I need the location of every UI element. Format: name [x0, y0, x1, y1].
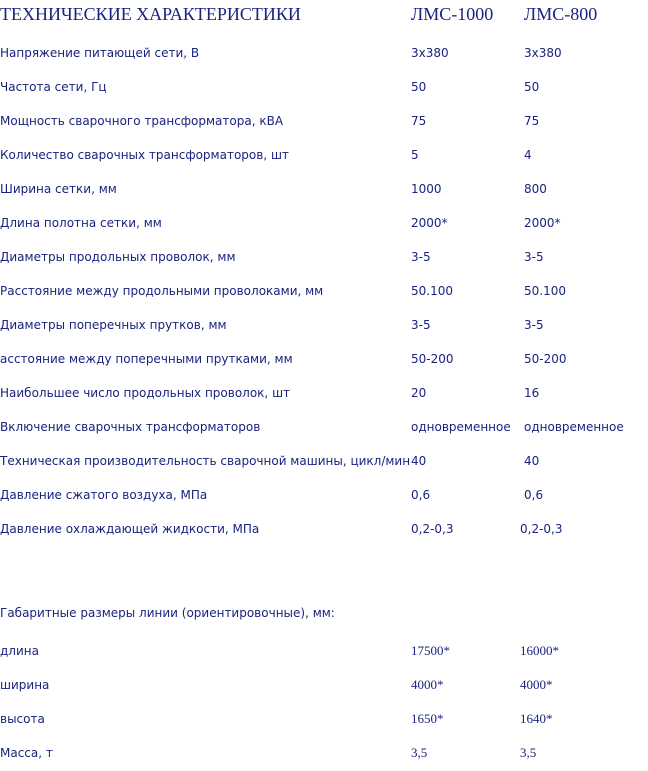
dimension-value-lms-800: 4000*: [520, 677, 553, 692]
spec-label: Ширина сетки, мм: [0, 182, 117, 196]
spec-value-lms-800: 50.100: [524, 284, 566, 298]
spec-title: ТЕХНИЧЕСКИЕ ХАРАКТЕРИСТИКИ: [0, 4, 301, 24]
spec-row: [0, 453, 648, 471]
spec-value-lms-800: 3х380: [524, 46, 562, 60]
spec-value-lms-800: 50: [524, 80, 540, 94]
spec-value-lms-800: 50-200: [524, 352, 567, 366]
dimension-label: длина: [0, 644, 39, 658]
spec-row: [0, 317, 648, 335]
spec-row: [0, 351, 648, 369]
dimension-row: [0, 745, 648, 763]
spec-row: [0, 113, 648, 131]
spec-row: [0, 521, 648, 539]
spec-value-lms-1000: 50.100: [411, 284, 453, 298]
spec-header: [0, 4, 648, 26]
spec-value-lms-1000: 0,2-0,3: [411, 522, 454, 536]
spec-value-lms-800: 3-5: [524, 250, 544, 264]
spec-value-lms-1000: 2000*: [411, 216, 448, 230]
spec-label: асстояние между поперечными прутками, мм: [0, 352, 293, 366]
spec-label: Мощность сварочного трансформатора, кВА: [0, 114, 284, 128]
dimension-label: Масса, т: [0, 746, 53, 760]
spec-value-lms-800: 0,2-0,3: [520, 522, 563, 536]
dimension-row: [0, 677, 648, 695]
spec-row: [0, 45, 648, 63]
spec-value-lms-800: 16: [524, 386, 540, 400]
spec-value-lms-1000: 1000: [411, 182, 442, 196]
spec-value-lms-1000: 3-5: [411, 318, 431, 332]
spec-row: [0, 79, 648, 97]
dimension-value-lms-1000: 4000*: [411, 677, 444, 692]
spec-row: [0, 419, 648, 437]
spec-value-lms-1000: 50: [411, 80, 427, 94]
spec-value-lms-800: 40: [524, 454, 540, 468]
dimension-value-lms-800: 1640*: [520, 711, 553, 726]
spec-value-lms-1000: 20: [411, 386, 427, 400]
spec-row: [0, 215, 648, 233]
column-header-lms-1000: ЛМС-1000: [411, 4, 494, 24]
spec-label: Расстояние между продольными проволоками, мм: [0, 284, 324, 298]
dimension-value-lms-800: 3,5: [520, 745, 537, 760]
spec-row: [0, 385, 648, 403]
spec-value-lms-800: 0,6: [524, 488, 544, 502]
spec-label: Количество сварочных трансформаторов, шт: [0, 148, 289, 162]
spec-value-lms-1000: одновременное: [411, 420, 511, 434]
spec-value-lms-800: одновременное: [524, 420, 624, 434]
column-header-lms-800: ЛМС-800: [524, 4, 598, 24]
spec-label: Включение сварочных трансформаторов: [0, 420, 261, 434]
spec-value-lms-800: 2000*: [524, 216, 561, 230]
spec-value-lms-1000: 75: [411, 114, 427, 128]
spec-value-lms-1000: 40: [411, 454, 427, 468]
spec-row: [0, 147, 648, 165]
spec-label: Наибольшее число продольных проволок, шт: [0, 386, 291, 400]
spec-value-lms-800: 4: [524, 148, 532, 162]
spec-value-lms-1000: 3х380: [411, 46, 449, 60]
spec-label: Частота сети, Гц: [0, 80, 107, 94]
spec-label: Напряжение питающей сети, В: [0, 46, 200, 60]
spec-value-lms-1000: 5: [411, 148, 419, 162]
spec-label: Диаметры продольных проволок, мм: [0, 250, 236, 264]
spec-row: [0, 249, 648, 267]
spec-value-lms-1000: 50-200: [411, 352, 454, 366]
dimension-row: [0, 711, 648, 729]
spec-row: [0, 487, 648, 505]
dimension-value-lms-800: 16000*: [520, 643, 559, 658]
dimension-label: высота: [0, 712, 45, 726]
dimension-value-lms-1000: 17500*: [411, 643, 450, 658]
spec-label: Давление сжатого воздуха, МПа: [0, 488, 208, 502]
spec-value-lms-1000: 3-5: [411, 250, 431, 264]
spec-value-lms-800: 800: [524, 182, 547, 196]
spec-value-lms-800: 75: [524, 114, 540, 128]
spec-value-lms-800: 3-5: [524, 318, 544, 332]
dimension-label: ширина: [0, 678, 50, 692]
dimensions-title: Габаритные размеры линии (ориентировочные), мм:: [0, 606, 335, 620]
spec-label: Диаметры поперечных прутков, мм: [0, 318, 227, 332]
spec-label: Техническая производительность сварочной машины, цикл/мин: [0, 454, 411, 468]
spec-label: Длина полотна сетки, мм: [0, 216, 162, 230]
spec-row: [0, 283, 648, 301]
dimension-row: [0, 643, 648, 661]
spec-row: [0, 181, 648, 199]
dimension-value-lms-1000: 1650*: [411, 711, 444, 726]
spec-label: Давление охлаждающей жидкости, МПа: [0, 522, 260, 536]
spec-value-lms-1000: 0,6: [411, 488, 431, 502]
dimension-value-lms-1000: 3,5: [411, 745, 428, 760]
